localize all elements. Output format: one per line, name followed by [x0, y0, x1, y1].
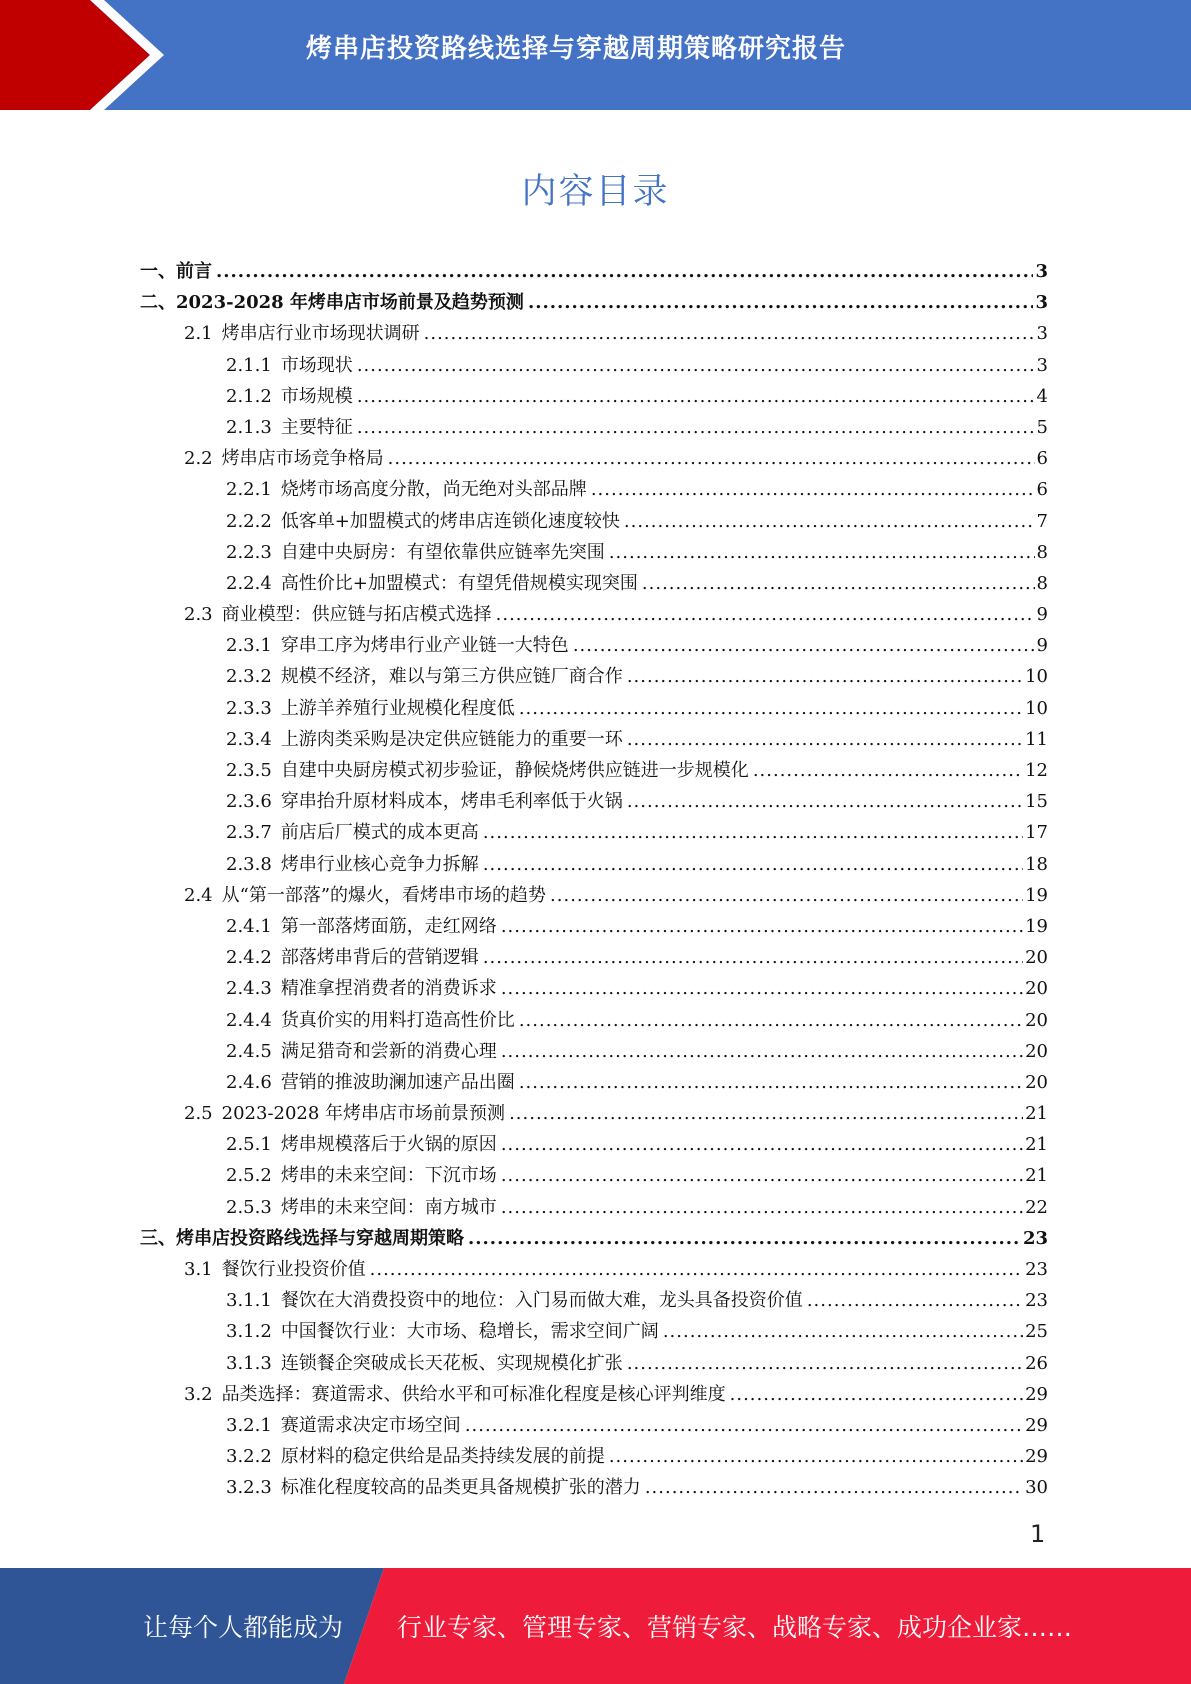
toc-entry-number: 2.4.4 [226, 1009, 272, 1031]
toc-entry[interactable] [140, 350, 1048, 381]
toc-entry[interactable] [140, 443, 1048, 474]
page-number: 1 [1030, 1520, 1046, 1548]
toc-entry-number: 2.2.2 [226, 510, 272, 532]
toc-entry-page: 20 [1025, 1040, 1048, 1062]
toc-entry-page: 8 [1036, 572, 1048, 594]
toc-dot-leader [591, 474, 1035, 505]
toc-entry[interactable] [140, 1067, 1048, 1098]
toc-dot-leader [483, 849, 1023, 880]
toc-entry-number: 2.3.6 [226, 791, 272, 813]
toc-entry-page: 4 [1036, 385, 1048, 407]
toc-entry-number: 2.2 [184, 448, 213, 470]
toc-entry-title: 烤串店投资路线选择与穿越周期策略 [176, 1227, 464, 1249]
toc-entry[interactable] [140, 568, 1048, 599]
toc-entry[interactable] [140, 724, 1048, 755]
toc-entry-page: 21 [1025, 1103, 1048, 1125]
toc-entry-number: 三、 [140, 1227, 176, 1249]
toc-dot-leader [519, 1005, 1023, 1036]
toc-entry-page: 9 [1036, 604, 1048, 626]
toc-dot-leader [519, 693, 1023, 724]
toc-entry-title: 前店后厂模式的成本更高 [280, 822, 479, 844]
toc-dot-leader [663, 1316, 1023, 1347]
toc-dot-leader [388, 443, 1035, 474]
toc-dot-leader [496, 599, 1035, 630]
toc-heading: 内容目录 [521, 172, 670, 212]
toc-entry-title: 营销的推波助澜加速产品出圈 [280, 1071, 515, 1093]
toc-entry-title: 烤串的未来空间：南方城市 [280, 1196, 497, 1218]
toc-entry-number: 2.2.4 [226, 572, 272, 594]
toc-entry-number: 2.4.1 [226, 915, 272, 937]
toc-entry-number: 2.2.1 [226, 479, 272, 501]
report-title: 烤串店投资路线选择与穿越周期策略研究报告 [306, 34, 847, 64]
toc-entry-number: 二、 [140, 292, 176, 314]
toc-entry-page: 7 [1036, 510, 1048, 532]
toc-entry-title: 第一部落烤面筋，走红网络 [280, 915, 497, 937]
toc-dot-leader [465, 1410, 1023, 1441]
toc-entry-number: 2.2.3 [226, 541, 272, 563]
toc-dot-leader [357, 350, 1035, 381]
toc-entry-page: 19 [1025, 884, 1048, 906]
toc-entry-title: 主要特征 [280, 416, 353, 438]
toc-dot-leader [468, 1223, 1021, 1254]
toc-dot-leader [730, 1379, 1023, 1410]
toc-entry-title: 上游肉类采购是决定供应链能力的重要一环 [280, 728, 623, 750]
toc-entry[interactable] [140, 1348, 1048, 1379]
toc-entry[interactable] [140, 849, 1048, 880]
toc-entry[interactable] [140, 381, 1048, 412]
toc-entry-page: 26 [1025, 1352, 1048, 1374]
toc-entry-page: 5 [1036, 416, 1048, 438]
toc-dot-leader [501, 1129, 1023, 1160]
toc-entry-title: 穿串工序为烤串行业产业链一大特色 [280, 635, 569, 657]
toc-entry-title: 烤串规模落后于火锅的原因 [280, 1134, 497, 1156]
toc-dot-leader [357, 412, 1035, 443]
toc-entry-page: 20 [1025, 1009, 1048, 1031]
toc-dot-leader [573, 630, 1035, 661]
toc-entry-page: 3 [1035, 261, 1048, 282]
toc-entry-title: 规模不经济，难以与第三方供应链厂商合作 [280, 666, 623, 688]
toc-entry-number: 2.5.3 [226, 1196, 272, 1218]
toc-entry-number: 2.1.3 [226, 416, 272, 438]
toc-entry[interactable] [140, 1192, 1048, 1223]
toc-dot-leader [627, 786, 1023, 817]
toc-entry[interactable] [140, 1441, 1048, 1472]
toc-entry-page: 6 [1036, 479, 1048, 501]
toc-entry-number: 2.3.8 [226, 853, 272, 875]
toc-entry-title: 中国餐饮行业：大市场、稳增长，需求空间广阔 [280, 1321, 659, 1343]
toc-dot-leader [609, 1441, 1023, 1472]
toc-entry-title: 标准化程度较高的品类更具备规模扩张的潜力 [280, 1477, 641, 1499]
toc-entry[interactable] [140, 1410, 1048, 1441]
toc-entry-title: 商业模型：供应链与拓店模式选择 [221, 604, 492, 626]
toc-entry-page: 3 [1036, 354, 1048, 376]
toc-dot-leader [528, 287, 1034, 318]
toc-dot-leader [424, 318, 1035, 349]
toc-entry-title: 烤串店行业市场现状调研 [221, 323, 420, 345]
toc-entry-number: 2.3.2 [226, 666, 272, 688]
toc-entry-page: 21 [1025, 1165, 1048, 1187]
toc-entry[interactable] [140, 1129, 1048, 1160]
toc-entry[interactable] [140, 661, 1048, 692]
toc-dot-leader [550, 880, 1023, 911]
toc-entry[interactable] [140, 1036, 1048, 1067]
toc-entry[interactable] [140, 973, 1048, 1004]
page-header [0, 0, 1191, 110]
toc-entry-page: 12 [1025, 760, 1048, 781]
toc-dot-leader [509, 1098, 1023, 1129]
toc-entry-title: 2023-2028 年烤串店市场前景及趋势预测 [176, 292, 524, 314]
toc-entry-title: 货真价实的用料打造高性价比 [280, 1009, 515, 1031]
toc-entry-page: 6 [1036, 448, 1048, 470]
toc-entry-number: 2.5.1 [226, 1134, 272, 1156]
toc-entry[interactable] [140, 318, 1048, 349]
toc-entry-number: 2.3.1 [226, 635, 272, 657]
toc-entry[interactable] [140, 786, 1048, 817]
toc-entry-page: 11 [1025, 728, 1048, 750]
toc-entry[interactable] [140, 1285, 1048, 1316]
toc-dot-leader [609, 537, 1035, 568]
toc-entry-number: 2.4 [184, 884, 213, 906]
toc-entry-number: 3.2.3 [226, 1477, 272, 1499]
toc-entry-page: 8 [1036, 541, 1048, 563]
table-of-contents [140, 256, 1048, 1504]
toc-dot-leader [216, 256, 1033, 287]
toc-entry-number: 2.5 [184, 1103, 213, 1125]
toc-entry[interactable] [140, 1254, 1048, 1285]
toc-entry-title: 自建中央厨房：有望依靠供应链率先突围 [280, 541, 605, 563]
toc-entry[interactable] [140, 817, 1048, 848]
toc-entry-page: 25 [1025, 1321, 1048, 1343]
footer-slogan-left: 让每个人都能成为 [143, 1613, 344, 1642]
toc-entry[interactable] [140, 412, 1048, 443]
toc-entry-page: 21 [1025, 1134, 1048, 1156]
toc-entry-title: 连锁餐企突破成长天花板、实现规模化扩张 [280, 1352, 623, 1374]
toc-entry-number: 2.3 [184, 604, 213, 626]
toc-entry-page: 18 [1025, 853, 1048, 875]
toc-entry-page: 29 [1025, 1414, 1048, 1436]
toc-entry-title: 餐饮在大消费投资中的地位：入门易而做大难，龙头具备投资价值 [280, 1290, 803, 1312]
toc-entry-number: 2.4.3 [226, 978, 272, 1000]
toc-entry-title: 穿串抬升原材料成本，烤串毛利率低于火锅 [280, 791, 623, 813]
toc-entry-page: 9 [1036, 635, 1048, 657]
toc-entry-number: 2.1 [184, 323, 213, 345]
toc-entry[interactable] [140, 599, 1048, 630]
toc-entry[interactable] [140, 506, 1048, 537]
toc-entry[interactable] [140, 693, 1048, 724]
toc-entry[interactable] [140, 287, 1048, 318]
toc-dot-leader [501, 1036, 1023, 1067]
toc-entry-number: 2.3.5 [226, 760, 272, 781]
toc-entry-page: 22 [1025, 1196, 1048, 1218]
toc-dot-leader [519, 1067, 1023, 1098]
toc-entry-title: 品类选择：赛道需求、供给水平和可标准化程度是核心评判维度 [221, 1383, 726, 1405]
toc-entry-page: 3 [1035, 292, 1048, 314]
toc-entry-number: 3.1.2 [226, 1321, 272, 1343]
toc-entry-title: 2023-2028 年烤串店市场前景预测 [221, 1103, 506, 1125]
toc-entry-page: 23 [1025, 1259, 1048, 1280]
toc-entry-number: 2.1.1 [226, 354, 272, 376]
page-footer [0, 1568, 1191, 1684]
toc-entry-page: 29 [1025, 1446, 1048, 1468]
toc-entry-number: 一、 [140, 261, 176, 282]
toc-entry-title: 烤串店市场竞争格局 [221, 448, 384, 470]
toc-entry[interactable] [140, 911, 1048, 942]
toc-dot-leader [627, 724, 1023, 755]
toc-entry-title: 满足猎奇和尝新的消费心理 [280, 1040, 497, 1062]
toc-entry-number: 2.4.6 [226, 1071, 272, 1093]
toc-entry-title: 上游羊养殖行业规模化程度低 [280, 697, 515, 719]
toc-entry-number: 2.4.2 [226, 947, 272, 969]
toc-entry[interactable] [140, 474, 1048, 505]
footer-slogan-right: 行业专家、管理专家、营销专家、战略专家、成功企业家…… [397, 1613, 1073, 1642]
toc-entry[interactable] [140, 1316, 1048, 1347]
toc-dot-leader [501, 911, 1023, 942]
toc-dot-leader [501, 1192, 1023, 1223]
toc-entry-title: 低客单+加盟模式的烤串店连锁化速度较快 [280, 510, 620, 532]
toc-entry-page: 20 [1025, 978, 1048, 1000]
toc-entry-title: 赛道需求决定市场空间 [280, 1414, 461, 1436]
toc-entry[interactable] [140, 1223, 1048, 1254]
toc-entry[interactable] [140, 1005, 1048, 1036]
toc-dot-leader [370, 1254, 1023, 1285]
toc-entry-page: 23 [1022, 1227, 1048, 1249]
toc-entry-number: 3.2 [184, 1383, 213, 1405]
toc-entry-page: 23 [1025, 1290, 1048, 1312]
toc-entry-title: 烤串行业核心竞争力拆解 [280, 853, 479, 875]
toc-entry-title: 部落烤串背后的营销逻辑 [280, 947, 479, 969]
toc-entry[interactable] [140, 1472, 1048, 1503]
toc-entry-page: 30 [1025, 1477, 1048, 1499]
toc-entry-page: 20 [1025, 1071, 1048, 1093]
toc-entry-number: 3.1 [184, 1259, 213, 1280]
toc-entry-title: 烤串的未来空间：下沉市场 [280, 1165, 497, 1187]
toc-entry-number: 2.3.3 [226, 697, 272, 719]
toc-entry[interactable] [140, 1379, 1048, 1410]
toc-entry-number: 2.4.5 [226, 1040, 272, 1062]
header-red-chevron [0, 0, 150, 110]
toc-entry-number: 2.5.2 [226, 1165, 272, 1187]
toc-entry-page: 17 [1025, 822, 1048, 844]
toc-entry-number: 3.1.3 [226, 1352, 272, 1374]
toc-entry-number: 2.3.4 [226, 728, 272, 750]
toc-entry-title: 高性价比+加盟模式：有望凭借规模实现突围 [280, 572, 638, 594]
toc-entry-page: 15 [1025, 791, 1048, 813]
toc-entry[interactable] [140, 880, 1048, 911]
toc-entry[interactable] [140, 1160, 1048, 1191]
toc-entry[interactable] [140, 1098, 1048, 1129]
toc-entry[interactable] [140, 537, 1048, 568]
toc-entry-title: 市场现状 [280, 354, 353, 376]
toc-entry-number: 3.2.2 [226, 1446, 272, 1468]
toc-entry-number: 2.3.7 [226, 822, 272, 844]
toc-dot-leader [753, 755, 1023, 786]
toc-entry[interactable] [140, 942, 1048, 973]
toc-dot-leader [624, 506, 1035, 537]
toc-entry-title: 原材料的稳定供给是品类持续发展的前提 [280, 1446, 605, 1468]
toc-entry-number: 3.2.1 [226, 1414, 272, 1436]
toc-entry-title: 烧烤市场高度分散，尚无绝对头部品牌 [280, 479, 587, 501]
toc-entry-title: 精准拿捏消费者的消费诉求 [280, 978, 497, 1000]
toc-dot-leader [642, 568, 1035, 599]
toc-dot-leader [357, 381, 1035, 412]
toc-entry-page: 10 [1025, 666, 1048, 688]
toc-entry[interactable] [140, 755, 1048, 786]
toc-dot-leader [627, 1348, 1023, 1379]
toc-dot-leader [483, 942, 1023, 973]
toc-entry-title: 从“第一部落”的爆火，看烤串市场的趋势 [221, 884, 547, 906]
toc-entry-title: 餐饮行业投资价值 [221, 1259, 366, 1280]
toc-dot-leader [627, 661, 1023, 692]
toc-entry-page: 3 [1036, 323, 1048, 345]
toc-entry-number: 2.1.2 [226, 385, 272, 407]
toc-entry-number: 3.1.1 [226, 1290, 272, 1312]
toc-dot-leader [483, 817, 1023, 848]
toc-dot-leader [645, 1472, 1023, 1503]
toc-entry[interactable] [140, 630, 1048, 661]
toc-entry-page: 29 [1025, 1383, 1048, 1405]
toc-dot-leader [807, 1285, 1023, 1316]
toc-entry-page: 10 [1025, 697, 1048, 719]
toc-entry-title: 前言 [176, 261, 212, 282]
toc-dot-leader [501, 973, 1023, 1004]
toc-entry-title: 自建中央厨房模式初步验证，静候烧烤供应链进一步规模化 [280, 760, 749, 781]
toc-entry-page: 20 [1025, 947, 1048, 969]
toc-dot-leader [501, 1160, 1023, 1191]
toc-entry[interactable] [140, 256, 1048, 287]
toc-entry-title: 市场规模 [280, 385, 353, 407]
toc-entry-page: 19 [1025, 915, 1048, 937]
